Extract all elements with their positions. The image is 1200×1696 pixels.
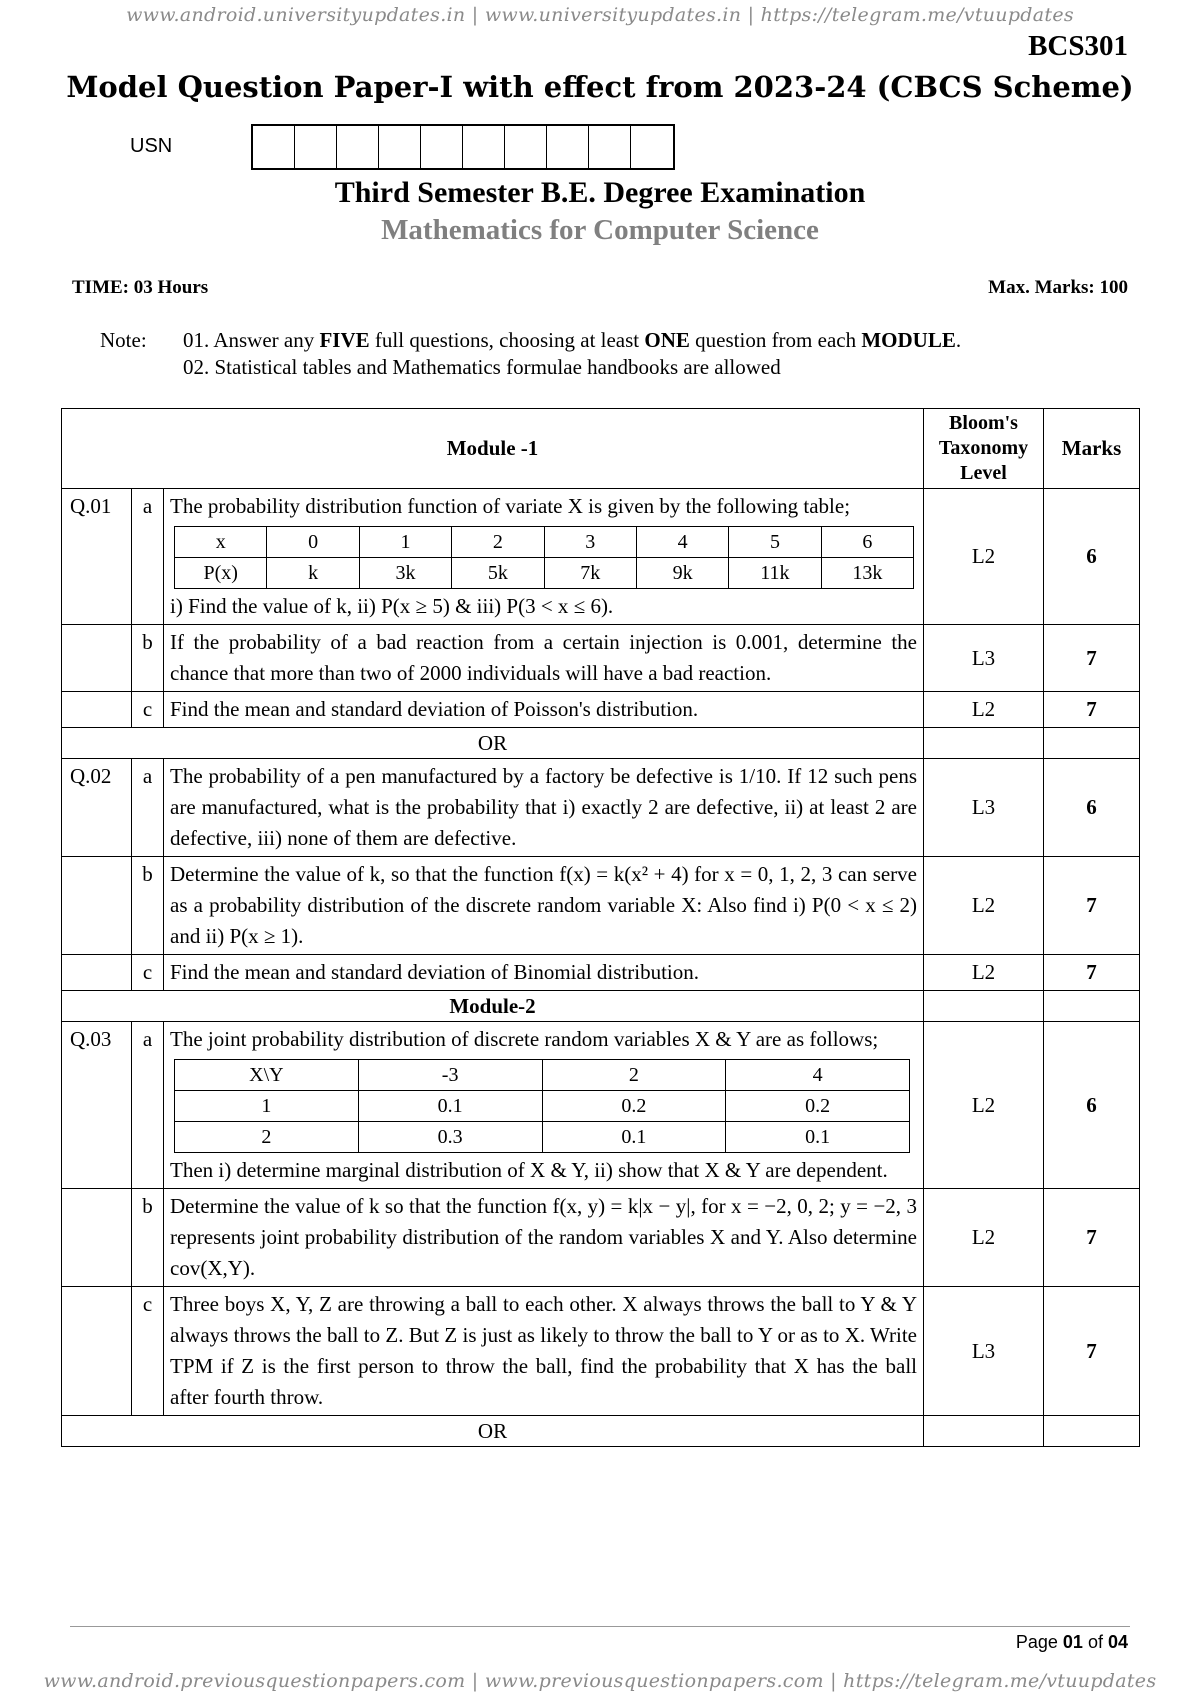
table-cell: P(x) [175,558,267,589]
page-prefix: Page [1015,1632,1063,1652]
empty-cell [924,1416,1044,1447]
question-number-empty [62,625,132,692]
question-text-lead: The probability distribution function of variate X is given by the following table; [170,494,851,518]
table-cell: 13k [821,558,913,589]
usn-box [421,126,463,168]
table-header-row [62,409,1140,489]
marks-value: 7 [1044,625,1140,692]
table-cell: 0.2 [542,1091,726,1122]
table-cell: 2 [175,1122,359,1153]
usn-box [631,126,673,168]
empty-cell [924,728,1044,759]
footer-divider [70,1626,1130,1627]
usn-label: USN [130,135,173,157]
joint-distribution-table [174,1059,910,1153]
table-cell: 0.1 [358,1091,542,1122]
question-text-lead: The joint probability distribution of discrete random variables X & Y are as follows; [170,1027,879,1051]
table-cell: 2 [452,527,544,558]
note-emphasis: ONE [644,328,690,352]
page-number [1016,1632,1128,1653]
max-marks: Max. Marks: 100 [988,277,1128,298]
question-row [62,955,1140,991]
watermark-top: www.android.universityupdates.in | www.universityupdates.in | https://telegram.me/vtuupdates [126,4,1074,26]
question-number: Q.03 [62,1022,132,1189]
module-2-heading: Module-2 [62,991,924,1022]
question-row [62,857,1140,955]
table-cell: k [267,558,359,589]
table-cell: 0.1 [542,1122,726,1153]
table-cell: x [175,527,267,558]
sub-question-label: b [132,857,164,955]
blooms-level: L2 [924,1189,1044,1287]
blooms-level: L2 [924,857,1044,955]
marks-value: 6 [1044,759,1140,857]
table-cell: 5 [729,527,821,558]
question-row [62,1287,1140,1416]
marks-value: 7 [1044,857,1140,955]
note-emphasis: MODULE [861,328,956,352]
course-code: BCS301 [1028,30,1128,62]
question-row [62,625,1140,692]
or-separator-row [62,728,1140,759]
sub-question-label: b [132,1189,164,1287]
table-row [175,527,914,558]
marks-heading: Marks [1044,409,1140,489]
table-row [175,1122,910,1153]
probability-table [174,526,914,589]
question-row [62,489,1140,625]
table-row [175,558,914,589]
usn-box [295,126,337,168]
usn-boxes [251,124,675,170]
question-row [62,692,1140,728]
question-number-empty [62,955,132,991]
question-number-empty [62,857,132,955]
blooms-level: L3 [924,1287,1044,1416]
watermark-bottom: www.android.previousquestionpapers.com | www.previousquestionpapers.com | https://telegram.me/vtuupdates [43,1670,1157,1692]
empty-cell [1044,991,1140,1022]
sub-question-label: a [132,1022,164,1189]
usn-box [463,126,505,168]
usn-box [547,126,589,168]
paper-title: Model Question Paper-I with effect from 2023-24 (CBCS Scheme) [66,70,1134,104]
or-separator-row [62,1416,1140,1447]
question-text: Find the mean and standard deviation of Binomial distribution. [164,955,924,991]
table-cell: 3 [544,527,636,558]
marks-value: 6 [1044,1022,1140,1189]
page-current: 01 [1062,1632,1083,1652]
table-row [175,1091,910,1122]
table-cell: -3 [358,1060,542,1091]
marks-value: 7 [1044,1189,1140,1287]
question-text: Determine the value of k so that the function f(x, y) = k|x − y|, for x = −2, 0, 2; y = −2, 3 represents joint probability distribution of the random variables X and Y. Also determine cov(X,Y). [164,1189,924,1287]
usn-box [337,126,379,168]
table-cell: 0.1 [726,1122,910,1153]
blooms-level: L2 [924,489,1044,625]
question-number: Q.01 [62,489,132,625]
question-text: Three boys X, Y, Z are throwing a ball to each other. X always throws the ball to Y & Y always throws the ball to Z. But Z is just as likely to throw the ball to Y or as to X. Write TPM if Z is the first person to throw the ball, find the probability that X has the ball after fourth throw. [164,1287,924,1416]
blooms-level: L2 [924,955,1044,991]
empty-cell [924,991,1044,1022]
blooms-heading: Bloom's Taxonomy Level [924,409,1044,489]
question-text-tail: Then i) determine marginal distribution of X & Y, ii) show that X & Y are dependent. [170,1158,888,1182]
exam-title: Third Semester B.E. Degree Examination [334,176,866,209]
blooms-level: L2 [924,1022,1044,1189]
table-cell: 0.3 [358,1122,542,1153]
table-row [175,1060,910,1091]
exam-time: TIME: 03 Hours [72,277,209,298]
or-separator: OR [62,728,924,759]
table-cell: X\Y [175,1060,359,1091]
usn-box [505,126,547,168]
sub-question-label: c [132,1287,164,1416]
question-text-tail: i) Find the value of k, ii) P(x ≥ 5) & iii) P(3 < x ≤ 6). [170,594,614,618]
or-separator: OR [62,1416,924,1447]
note-label: Note: [100,328,147,352]
table-cell: 4 [636,527,728,558]
table-cell: 2 [542,1060,726,1091]
question-text: The probability of a pen manufactured by a factory be defective is 1/10. If 12 such pens are manufactured, what is the probability that i) exactly 2 are defective, ii) at least 2 are defective, iii) none of them are defective. [164,759,924,857]
question-number-empty [62,692,132,728]
table-cell: 0.2 [726,1091,910,1122]
blooms-level: L3 [924,759,1044,857]
table-cell: 1 [359,527,451,558]
sub-question-label: c [132,955,164,991]
empty-cell [1044,728,1140,759]
question-row [62,1189,1140,1287]
question-row [62,1022,1140,1189]
note-line-2: 02. Statistical tables and Mathematics formulae handbooks are allowed [183,355,781,379]
note-text: . [955,328,962,352]
question-number-empty [62,1189,132,1287]
note-line-1 [183,328,961,353]
table-cell: 6 [821,527,913,558]
note-text: full questions, choosing at least [369,328,645,352]
table-cell: 4 [726,1060,910,1091]
usn-box [379,126,421,168]
marks-value: 6 [1044,489,1140,625]
sub-question-label: b [132,625,164,692]
usn-box [589,126,631,168]
note-text: 01. Answer any [183,328,320,352]
sub-question-label: a [132,759,164,857]
table-cell: 0 [267,527,359,558]
blooms-level: L2 [924,692,1044,728]
table-cell: 9k [636,558,728,589]
question-text: Find the mean and standard deviation of Poisson's distribution. [164,692,924,728]
question-text [164,489,924,625]
marks-value: 7 [1044,1287,1140,1416]
question-row [62,759,1140,857]
module-separator-row [62,991,1140,1022]
table-cell: 11k [729,558,821,589]
table-cell: 3k [359,558,451,589]
table-cell: 5k [452,558,544,589]
marks-value: 7 [1044,955,1140,991]
page-total: 04 [1107,1632,1128,1652]
blooms-level: L3 [924,625,1044,692]
usn-box [253,126,295,168]
question-number: Q.02 [62,759,132,857]
table-cell: 1 [175,1091,359,1122]
module-1-heading: Module -1 [62,409,924,489]
sub-question-label: c [132,692,164,728]
note-emphasis: FIVE [319,328,370,352]
question-text: If the probability of a bad reaction from a certain injection is 0.001, determine the chance that more than two of 2000 individuals will have a bad reaction. [164,625,924,692]
sub-question-label: a [132,489,164,625]
question-text: Determine the value of k, so that the function f(x) = k(x² + 4) for x = 0, 1, 2, 3 can serve as a probability distribution of the discrete random variable X: Also find i) P(0 < x ≤ 2) and ii) P(x ≥ 1). [164,857,924,955]
subject-title: Mathematics for Computer Science [381,214,819,246]
question-table [61,408,1140,1447]
note-text: question from each [689,328,862,352]
question-number-empty [62,1287,132,1416]
question-text [164,1022,924,1189]
table-cell: 7k [544,558,636,589]
empty-cell [1044,1416,1140,1447]
marks-value: 7 [1044,692,1140,728]
page-of: of [1082,1632,1108,1652]
